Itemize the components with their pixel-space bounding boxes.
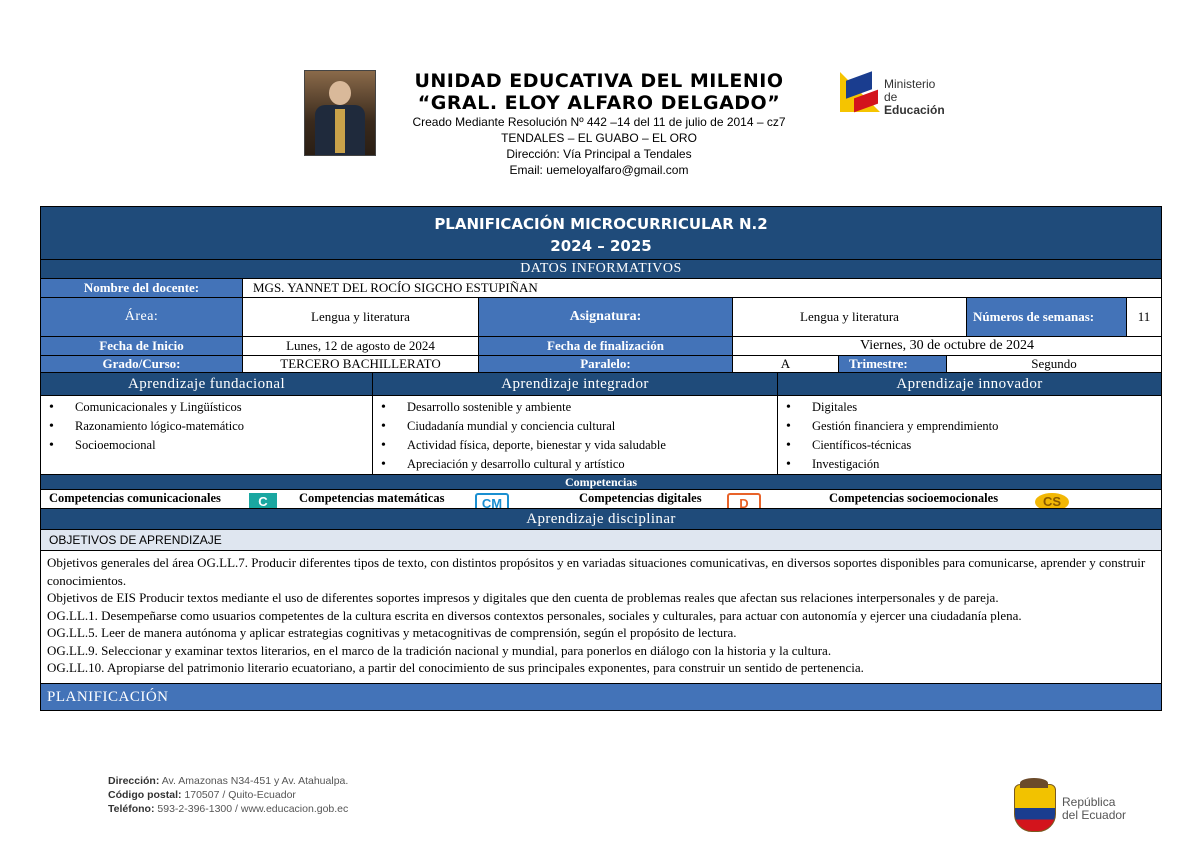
competencia-c-icon: C <box>249 493 277 508</box>
inicio-value: Lunes, 12 de agosto de 2024 <box>243 337 479 355</box>
competencia-socioemocionales-label: Competencias socioemocionales <box>829 491 999 505</box>
aprendizaje-body-row <box>41 395 1161 474</box>
competencia-digitales-label: Competencias digitales <box>579 491 702 505</box>
ministerio-educacion-logo: Ministerio de Educación <box>840 72 960 116</box>
paralelo-value: A <box>733 356 839 372</box>
docente-value: MGS. YANNET DEL ROCÍO SIGCHO ESTUPIÑAN <box>243 279 1161 297</box>
fin-label: Fecha de finalización <box>479 337 733 355</box>
area-row <box>41 297 1161 336</box>
school-header <box>374 70 824 178</box>
disciplinar-band: Aprendizaje disciplinar <box>41 508 1161 529</box>
competencia-matematicas-label: Competencias matemáticas <box>299 491 445 505</box>
objetivos-header: OBJETIVOS DE APRENDIZAJE <box>41 529 1161 550</box>
competencia-cs-icon: CS <box>1035 493 1069 508</box>
grado-label: Grado/Curso: <box>41 356 243 372</box>
plan-title-band <box>41 207 1161 259</box>
list-item: • Digitales <box>784 398 998 417</box>
coat-of-arms-icon <box>1014 784 1056 832</box>
school-name-line2: “GRAL. ELOY ALFARO DELGADO” <box>417 92 781 114</box>
objetivos-body <box>41 550 1161 683</box>
republica-ecuador-logo: República del Ecuador <box>1010 778 1140 836</box>
datos-informativos-band: DATOS INFORMATIVOS <box>41 259 1161 278</box>
area-value: Lengua y literatura <box>243 298 479 336</box>
fundacional-list <box>41 396 373 474</box>
list-item: • Gestión financiera y emprendimiento <box>784 417 998 436</box>
grado-row <box>41 355 1161 372</box>
school-resolution: Creado Mediante Resolución Nº 442 –14 del 11 de julio de 2014 – cz7 <box>412 115 786 129</box>
asignatura-label: Asignatura: <box>479 298 733 336</box>
innovador-list <box>778 396 1161 474</box>
list-item: • Apreciación y desarrollo cultural y artístico <box>379 455 666 474</box>
objetivo-paragraph: OG.LL.1. Desempeñarse como usuarios competentes de la cultura escrita en diversos contextos personales, sociales y culturales, para actuar con autonomía y ejercer una ciudadanía plena. <box>47 607 1022 623</box>
aprendizaje-header-row <box>41 372 1161 395</box>
competencias-band: Competencias <box>41 474 1161 489</box>
school-location: TENDALES – EL GUABO – EL ORO <box>501 131 697 145</box>
fundacional-title: Aprendizaje fundacional <box>41 373 373 395</box>
integrador-title: Aprendizaje integrador <box>373 373 778 395</box>
plan-title: PLANIFICACIÓN MICROCURRICULAR N.2 <box>434 215 768 233</box>
grado-value: TERCERO BACHILLERATO <box>243 356 479 372</box>
planificacion-table <box>40 206 1162 711</box>
trimestre-label: Trimestre: <box>839 356 947 372</box>
objetivo-paragraph: OG.LL.5. Leer de manera autónoma y aplicar estrategias cognitivas y metacognitivas de comprensión, según el propósito de lectura. <box>47 625 737 640</box>
school-name-line1: UNIDAD EDUCATIVA DEL MILENIO <box>414 70 784 92</box>
list-item: • Ciudadanía mundial y conciencia cultural <box>379 417 666 436</box>
inicio-label: Fecha de Inicio <box>41 337 243 355</box>
list-item: • Investigación <box>784 455 998 474</box>
objetivo-paragraph: Objetivos de EIS Producir textos mediante el uso de diferentes soportes impresos y digitales que den cuenta de problemas reales que afectan sus relaciones interpersonales y de pareja. <box>47 590 999 605</box>
competencia-comunicacionales-label: Competencias comunicacionales <box>49 491 221 505</box>
list-item: • Razonamiento lógico-matemático <box>47 417 244 436</box>
docente-label: Nombre del docente: <box>41 279 243 297</box>
area-label: Área: <box>41 298 243 336</box>
paralelo-label: Paralelo: <box>479 356 733 372</box>
competencia-d-icon: D <box>727 493 761 508</box>
footer-contact: Dirección: Av. Amazonas N34-451 y Av. Atahualpa. Código postal: 170507 / Quito-Ecuador Teléfono: 593-2-396-1300 / www.educacion.gob.ec <box>108 775 349 815</box>
semanas-value: 11 <box>1127 298 1161 336</box>
asignatura-value: Lengua y literatura <box>733 298 967 336</box>
list-item: • Comunicacionales y Lingüísticos <box>47 398 244 417</box>
objetivo-paragraph: OG.LL.9. Seleccionar y examinar textos literarios, en el marco de la tradición nacional y mundial, para ponerlos en diálogo con la historia y la cultura. <box>47 642 832 658</box>
trimestre-value: Segundo <box>947 356 1161 372</box>
semanas-label: Números de semanas: <box>967 298 1127 336</box>
planificacion-band: PLANIFICACIÓN <box>41 683 1161 710</box>
fechas-row <box>41 336 1161 355</box>
objetivo-paragraph: Objetivos generales del área OG.LL.7. Producir diferentes tipos de texto, con distintos propósitos y en variadas situaciones comunicativas, en diversos soportes disponibles para comunicarse, aprender y construir conocimientos. <box>47 555 1146 588</box>
plan-year: 2024 – 2025 <box>550 237 652 255</box>
integrador-list <box>373 396 778 474</box>
eloy-alfaro-portrait <box>304 70 376 156</box>
competencia-cm-icon: CM <box>475 493 509 508</box>
fin-value: Viernes, 30 de octubre de 2024 <box>733 337 1161 355</box>
list-item: • Científicos-técnicas <box>784 436 998 455</box>
school-email: Email: uemeloyalfaro@gmail.com <box>509 163 689 177</box>
innovador-title: Aprendizaje innovador <box>778 373 1161 395</box>
school-address: Dirección: Vía Principal a Tendales <box>506 147 692 161</box>
docente-row <box>41 278 1161 297</box>
objetivo-paragraph: OG.LL.10. Apropiarse del patrimonio literario ecuatoriano, a partir del conocimiento de sus principales exponentes, para construir un sentido de pertenencia. <box>47 660 864 675</box>
list-item: • Desarrollo sostenible y ambiente <box>379 398 666 417</box>
competencias-row <box>41 489 1161 508</box>
list-item: • Socioemocional <box>47 436 244 455</box>
list-item: • Actividad física, deporte, bienestar y vida saludable <box>379 436 666 455</box>
